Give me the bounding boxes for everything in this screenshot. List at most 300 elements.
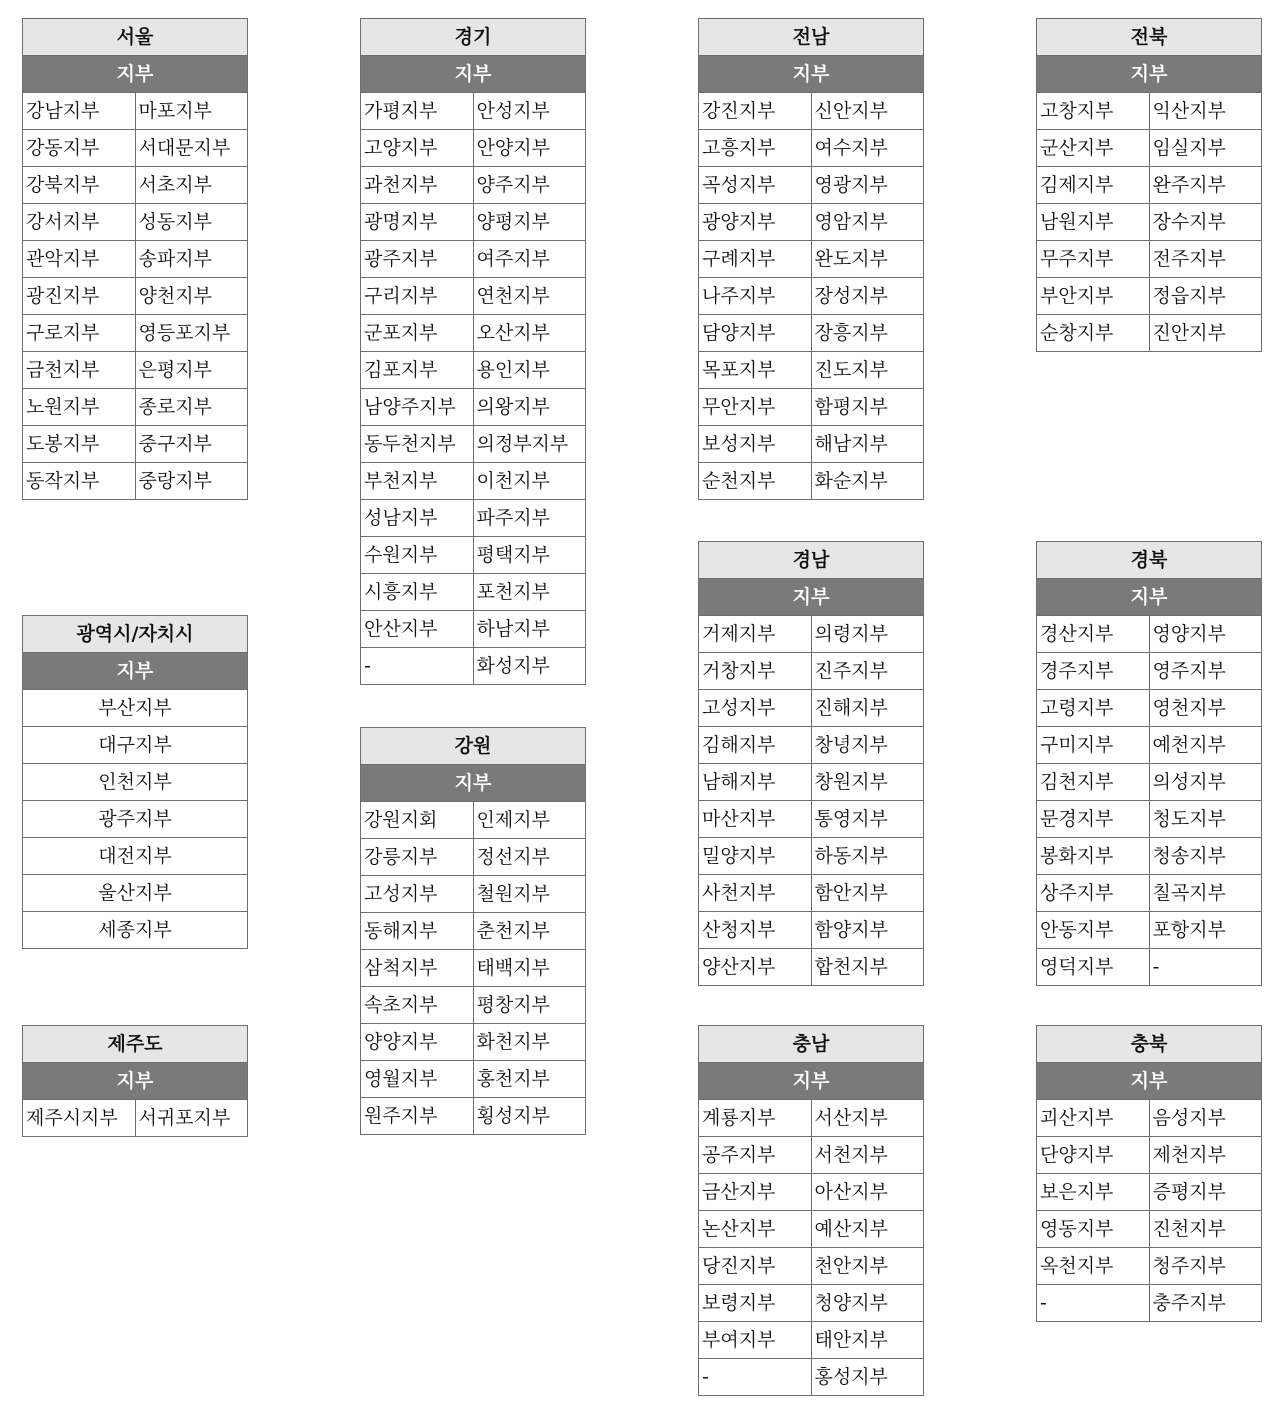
branch-subheader: 지부 bbox=[361, 56, 586, 93]
branch-cell: 고성지부 bbox=[361, 876, 474, 913]
table-row bbox=[23, 1100, 248, 1137]
branch-cell: 청주지부 bbox=[1149, 1248, 1262, 1285]
branch-cell: 도봉지부 bbox=[23, 426, 136, 463]
branch-cell: 군산지부 bbox=[1037, 130, 1150, 167]
table-row bbox=[23, 352, 248, 389]
table-row bbox=[361, 839, 586, 876]
table-row bbox=[23, 389, 248, 426]
branch-cell: 부산지부 bbox=[23, 690, 248, 727]
table-row bbox=[1037, 1174, 1262, 1211]
branch-cell: 당진지부 bbox=[699, 1248, 812, 1285]
branch-cell: 함안지부 bbox=[811, 875, 924, 912]
branch-cell: 강서지부 bbox=[23, 204, 136, 241]
branch-cell: 청송지부 bbox=[1149, 838, 1262, 875]
region-title: 경남 bbox=[699, 542, 924, 579]
table-row bbox=[699, 690, 924, 727]
region-table bbox=[698, 18, 924, 500]
region-table bbox=[698, 541, 924, 986]
branch-cell: 충주지부 bbox=[1149, 1285, 1262, 1322]
branch-cell: 포천지부 bbox=[473, 574, 586, 611]
branch-subheader: 지부 bbox=[699, 56, 924, 93]
branch-cell: 증평지부 bbox=[1149, 1174, 1262, 1211]
branch-subheader: 지부 bbox=[1037, 56, 1262, 93]
branch-cell: 임실지부 bbox=[1149, 130, 1262, 167]
branch-cell: 익산지부 bbox=[1149, 93, 1262, 130]
region-table-chungnam bbox=[698, 1025, 924, 1396]
branch-cell: 안성지부 bbox=[473, 93, 586, 130]
branch-cell: 종로지부 bbox=[135, 389, 248, 426]
branch-cell: 대전지부 bbox=[23, 838, 248, 875]
branch-cell: 울산지부 bbox=[23, 875, 248, 912]
branch-cell: 평창지부 bbox=[473, 987, 586, 1024]
table-row bbox=[699, 426, 924, 463]
table-row bbox=[1037, 949, 1262, 986]
branch-cell: 공주지부 bbox=[699, 1137, 812, 1174]
region-table-metro bbox=[22, 615, 248, 949]
branch-cell: 안동지부 bbox=[1037, 912, 1150, 949]
branch-cell: 은평지부 bbox=[135, 352, 248, 389]
branch-cell: 마산지부 bbox=[699, 801, 812, 838]
branch-cell: 강남지부 bbox=[23, 93, 136, 130]
branch-cell: 송파지부 bbox=[135, 241, 248, 278]
region-title: 충남 bbox=[699, 1026, 924, 1063]
branch-cell: 순창지부 bbox=[1037, 315, 1150, 352]
branch-subheader: 지부 bbox=[23, 653, 248, 690]
table-row bbox=[699, 315, 924, 352]
branch-cell: 보성지부 bbox=[699, 426, 812, 463]
table-row bbox=[1037, 838, 1262, 875]
branch-cell: 경산지부 bbox=[1037, 616, 1150, 653]
branch-cell: 삼척지부 bbox=[361, 950, 474, 987]
branch-cell: 단양지부 bbox=[1037, 1137, 1150, 1174]
table-row bbox=[699, 838, 924, 875]
branch-cell: 의령지부 bbox=[811, 616, 924, 653]
table-row bbox=[23, 315, 248, 352]
branch-cell: 고양지부 bbox=[361, 130, 474, 167]
table-row bbox=[699, 727, 924, 764]
table-row bbox=[361, 167, 586, 204]
table-row bbox=[699, 1174, 924, 1211]
branch-cell: 영등포지부 bbox=[135, 315, 248, 352]
branch-cell: 홍천지부 bbox=[473, 1061, 586, 1098]
table-row bbox=[361, 876, 586, 913]
region-table-chungbuk bbox=[1036, 1025, 1262, 1322]
region-table-gyeongbuk bbox=[1036, 541, 1262, 986]
branch-cell: 함평지부 bbox=[811, 389, 924, 426]
branch-cell: 양양지부 bbox=[361, 1024, 474, 1061]
branch-cell: 영광지부 bbox=[811, 167, 924, 204]
branch-cell: 강북지부 bbox=[23, 167, 136, 204]
branch-subheader: 지부 bbox=[361, 765, 586, 802]
branch-cell: 고흥지부 bbox=[699, 130, 812, 167]
branch-cell: 거제지부 bbox=[699, 616, 812, 653]
table-row bbox=[361, 352, 586, 389]
table-row bbox=[23, 838, 248, 875]
branch-cell: 김포지부 bbox=[361, 352, 474, 389]
table-row bbox=[1037, 315, 1262, 352]
branch-cell: 장수지부 bbox=[1149, 204, 1262, 241]
branch-cell: 화천지부 bbox=[473, 1024, 586, 1061]
branch-cell: 의왕지부 bbox=[473, 389, 586, 426]
table-row bbox=[23, 130, 248, 167]
branch-cell: 금천지부 bbox=[23, 352, 136, 389]
branch-cell: 하남지부 bbox=[473, 611, 586, 648]
branch-cell: 의정부지부 bbox=[473, 426, 586, 463]
table-row bbox=[23, 912, 248, 949]
table-row bbox=[699, 1100, 924, 1137]
region-title: 충북 bbox=[1037, 1026, 1262, 1063]
table-row bbox=[361, 500, 586, 537]
table-row bbox=[361, 130, 586, 167]
table-row bbox=[1037, 875, 1262, 912]
branch-cell: 산청지부 bbox=[699, 912, 812, 949]
table-row bbox=[699, 875, 924, 912]
branch-cell: 장성지부 bbox=[811, 278, 924, 315]
table-row bbox=[23, 463, 248, 500]
branch-cell: 영천지부 bbox=[1149, 690, 1262, 727]
region-table-gangwon bbox=[360, 727, 586, 1135]
branch-subheader: 지부 bbox=[23, 1063, 248, 1100]
branch-cell: 옥천지부 bbox=[1037, 1248, 1150, 1285]
table-row bbox=[23, 727, 248, 764]
branch-cell: 영덕지부 bbox=[1037, 949, 1150, 986]
branch-cell: - bbox=[361, 648, 474, 685]
branch-cell: 서대문지부 bbox=[135, 130, 248, 167]
branch-cell: 구례지부 bbox=[699, 241, 812, 278]
branch-cell: - bbox=[1149, 949, 1262, 986]
branch-cell: 화순지부 bbox=[811, 463, 924, 500]
branch-cell: 통영지부 bbox=[811, 801, 924, 838]
table-row bbox=[1037, 130, 1262, 167]
table-row bbox=[1037, 912, 1262, 949]
branch-cell: 경주지부 bbox=[1037, 653, 1150, 690]
region-table bbox=[1036, 541, 1262, 986]
table-row bbox=[361, 1098, 586, 1135]
table-row bbox=[699, 463, 924, 500]
branch-cell: 철원지부 bbox=[473, 876, 586, 913]
branch-cell: 안양지부 bbox=[473, 130, 586, 167]
branch-cell: 성동지부 bbox=[135, 204, 248, 241]
branch-cell: 시흥지부 bbox=[361, 574, 474, 611]
table-row bbox=[361, 241, 586, 278]
branch-cell: 대구지부 bbox=[23, 727, 248, 764]
branch-cell: 양주지부 bbox=[473, 167, 586, 204]
branch-cell: 하동지부 bbox=[811, 838, 924, 875]
branch-cell: 원주지부 bbox=[361, 1098, 474, 1135]
table-row bbox=[23, 801, 248, 838]
region-table-gyeongnam bbox=[698, 541, 924, 986]
branch-cell: 서산지부 bbox=[811, 1100, 924, 1137]
branch-cell: 포항지부 bbox=[1149, 912, 1262, 949]
table-row bbox=[1037, 616, 1262, 653]
branch-cell: 구로지부 bbox=[23, 315, 136, 352]
branch-cell: 장흥지부 bbox=[811, 315, 924, 352]
table-row bbox=[1037, 1211, 1262, 1248]
branch-cell: 상주지부 bbox=[1037, 875, 1150, 912]
table-row bbox=[361, 648, 586, 685]
branch-cell: 세종지부 bbox=[23, 912, 248, 949]
branch-cell: 진천지부 bbox=[1149, 1211, 1262, 1248]
branch-cell: 남원지부 bbox=[1037, 204, 1150, 241]
branch-cell: 광진지부 bbox=[23, 278, 136, 315]
branch-cell: 창원지부 bbox=[811, 764, 924, 801]
branch-subheader: 지부 bbox=[699, 579, 924, 616]
branch-cell: 창녕지부 bbox=[811, 727, 924, 764]
table-row bbox=[1037, 1100, 1262, 1137]
table-row bbox=[699, 1285, 924, 1322]
branch-cell: 광주지부 bbox=[361, 241, 474, 278]
branch-cell: 태안지부 bbox=[811, 1322, 924, 1359]
region-table bbox=[698, 1025, 924, 1396]
branch-cell: 거창지부 bbox=[699, 653, 812, 690]
branch-cell: 나주지부 bbox=[699, 278, 812, 315]
branch-cell: 인제지부 bbox=[473, 802, 586, 839]
branch-cell: 오산지부 bbox=[473, 315, 586, 352]
branch-cell: 관악지부 bbox=[23, 241, 136, 278]
branch-cell: 고창지부 bbox=[1037, 93, 1150, 130]
branch-cell: 완도지부 bbox=[811, 241, 924, 278]
table-row bbox=[361, 1061, 586, 1098]
table-row bbox=[699, 912, 924, 949]
branch-cell: 중구지부 bbox=[135, 426, 248, 463]
branch-cell: 파주지부 bbox=[473, 500, 586, 537]
branch-cell: 봉화지부 bbox=[1037, 838, 1150, 875]
table-row bbox=[699, 1211, 924, 1248]
table-row bbox=[1037, 278, 1262, 315]
branch-cell: 제천지부 bbox=[1149, 1137, 1262, 1174]
table-row bbox=[361, 611, 586, 648]
branch-cell: 해남지부 bbox=[811, 426, 924, 463]
table-row bbox=[699, 1248, 924, 1285]
region-title: 광역시/자치시 bbox=[23, 616, 248, 653]
table-row bbox=[699, 130, 924, 167]
branch-cell: 구리지부 bbox=[361, 278, 474, 315]
branch-cell: 평택지부 bbox=[473, 537, 586, 574]
branch-cell: 영동지부 bbox=[1037, 1211, 1150, 1248]
branch-cell: 영월지부 bbox=[361, 1061, 474, 1098]
region-table bbox=[1036, 18, 1262, 352]
branch-cell: 수원지부 bbox=[361, 537, 474, 574]
branch-cell: 동해지부 bbox=[361, 913, 474, 950]
branch-cell: 강릉지부 bbox=[361, 839, 474, 876]
branch-cell: 영암지부 bbox=[811, 204, 924, 241]
branch-cell: 남해지부 bbox=[699, 764, 812, 801]
branch-cell: 문경지부 bbox=[1037, 801, 1150, 838]
region-title: 강원 bbox=[361, 728, 586, 765]
table-row bbox=[699, 949, 924, 986]
branch-cell: 천안지부 bbox=[811, 1248, 924, 1285]
branch-cell: 곡성지부 bbox=[699, 167, 812, 204]
branch-cell: 강진지부 bbox=[699, 93, 812, 130]
region-table bbox=[22, 615, 248, 949]
branch-cell: 양천지부 bbox=[135, 278, 248, 315]
branch-cell: 보령지부 bbox=[699, 1285, 812, 1322]
branch-cell: 광양지부 bbox=[699, 204, 812, 241]
branch-subheader: 지부 bbox=[699, 1063, 924, 1100]
table-row bbox=[23, 426, 248, 463]
branch-subheader: 지부 bbox=[1037, 579, 1262, 616]
region-title: 서울 bbox=[23, 19, 248, 56]
table-row bbox=[1037, 801, 1262, 838]
branch-cell: 영양지부 bbox=[1149, 616, 1262, 653]
branch-cell: 순천지부 bbox=[699, 463, 812, 500]
branch-cell: 가평지부 bbox=[361, 93, 474, 130]
branch-cell: 음성지부 bbox=[1149, 1100, 1262, 1137]
branch-cell: 여주지부 bbox=[473, 241, 586, 278]
table-row bbox=[361, 574, 586, 611]
table-row bbox=[23, 764, 248, 801]
branch-cell: 춘천지부 bbox=[473, 913, 586, 950]
branch-cell: 합천지부 bbox=[811, 949, 924, 986]
region-table bbox=[360, 727, 586, 1135]
table-row bbox=[23, 167, 248, 204]
table-row bbox=[699, 653, 924, 690]
branch-cell: 무안지부 bbox=[699, 389, 812, 426]
region-title: 전북 bbox=[1037, 19, 1262, 56]
branch-cell: 강원지회 bbox=[361, 802, 474, 839]
branch-cell: 부여지부 bbox=[699, 1322, 812, 1359]
table-row bbox=[1037, 241, 1262, 278]
region-table bbox=[1036, 1025, 1262, 1322]
table-row bbox=[699, 167, 924, 204]
branch-cell: 진안지부 bbox=[1149, 315, 1262, 352]
branch-cell: 고령지부 bbox=[1037, 690, 1150, 727]
table-row bbox=[1037, 1248, 1262, 1285]
table-row bbox=[361, 204, 586, 241]
table-row bbox=[1037, 690, 1262, 727]
region-table-seoul bbox=[22, 18, 248, 500]
branch-subheader: 지부 bbox=[23, 56, 248, 93]
branch-cell: - bbox=[1037, 1285, 1150, 1322]
table-row bbox=[699, 801, 924, 838]
region-table-jeju bbox=[22, 1025, 248, 1137]
table-row bbox=[699, 616, 924, 653]
branch-cell: 금산지부 bbox=[699, 1174, 812, 1211]
table-row bbox=[1037, 93, 1262, 130]
branch-cell: 정읍지부 bbox=[1149, 278, 1262, 315]
branch-cell: 남양주지부 bbox=[361, 389, 474, 426]
branch-cell: 괴산지부 bbox=[1037, 1100, 1150, 1137]
table-row bbox=[361, 913, 586, 950]
branch-cell: 동작지부 bbox=[23, 463, 136, 500]
branch-cell: 양산지부 bbox=[699, 949, 812, 986]
table-row bbox=[361, 537, 586, 574]
branch-cell: 연천지부 bbox=[473, 278, 586, 315]
branch-cell: 광명지부 bbox=[361, 204, 474, 241]
branch-cell: 용인지부 bbox=[473, 352, 586, 389]
region-table bbox=[22, 1025, 248, 1137]
branch-cell: 진도지부 bbox=[811, 352, 924, 389]
table-row bbox=[699, 278, 924, 315]
branch-cell: 구미지부 bbox=[1037, 727, 1150, 764]
branch-cell: 김천지부 bbox=[1037, 764, 1150, 801]
branch-cell: 강동지부 bbox=[23, 130, 136, 167]
branch-cell: 전주지부 bbox=[1149, 241, 1262, 278]
branch-cell: 청양지부 bbox=[811, 1285, 924, 1322]
branch-cell: 논산지부 bbox=[699, 1211, 812, 1248]
table-row bbox=[1037, 727, 1262, 764]
branch-cell: 김제지부 bbox=[1037, 167, 1150, 204]
table-row bbox=[361, 987, 586, 1024]
branch-cell: 사천지부 bbox=[699, 875, 812, 912]
branch-cell: 홍성지부 bbox=[811, 1359, 924, 1396]
table-row bbox=[699, 1137, 924, 1174]
table-row bbox=[699, 764, 924, 801]
branch-cell: 보은지부 bbox=[1037, 1174, 1150, 1211]
branch-cell: 무주지부 bbox=[1037, 241, 1150, 278]
branch-cell: 양평지부 bbox=[473, 204, 586, 241]
branch-cell: 이천지부 bbox=[473, 463, 586, 500]
table-row bbox=[1037, 1137, 1262, 1174]
branch-cell: 안산지부 bbox=[361, 611, 474, 648]
table-row bbox=[361, 278, 586, 315]
branch-cell: - bbox=[699, 1359, 812, 1396]
branch-cell: 아산지부 bbox=[811, 1174, 924, 1211]
branch-cell: 노원지부 bbox=[23, 389, 136, 426]
table-row bbox=[23, 204, 248, 241]
table-row bbox=[361, 463, 586, 500]
region-title: 경기 bbox=[361, 19, 586, 56]
table-row bbox=[23, 93, 248, 130]
branch-cell: 칠곡지부 bbox=[1149, 875, 1262, 912]
branch-cell: 부안지부 bbox=[1037, 278, 1150, 315]
region-table bbox=[360, 18, 586, 685]
table-row bbox=[361, 950, 586, 987]
branch-cell: 김해지부 bbox=[699, 727, 812, 764]
branch-cell: 서초지부 bbox=[135, 167, 248, 204]
table-row bbox=[1037, 1285, 1262, 1322]
branch-cell: 제주시지부 bbox=[23, 1100, 136, 1137]
region-table-jeonbuk bbox=[1036, 18, 1262, 352]
table-row bbox=[361, 93, 586, 130]
table-row bbox=[361, 802, 586, 839]
branch-cell: 여수지부 bbox=[811, 130, 924, 167]
region-title: 경북 bbox=[1037, 542, 1262, 579]
branch-cell: 군포지부 bbox=[361, 315, 474, 352]
table-row bbox=[361, 389, 586, 426]
branch-cell: 정선지부 bbox=[473, 839, 586, 876]
table-row bbox=[699, 204, 924, 241]
region-title: 전남 bbox=[699, 19, 924, 56]
branch-cell: 성남지부 bbox=[361, 500, 474, 537]
table-row bbox=[699, 352, 924, 389]
branch-cell: 중랑지부 bbox=[135, 463, 248, 500]
region-table-jeonnam bbox=[698, 18, 924, 500]
table-row bbox=[361, 315, 586, 352]
table-row bbox=[23, 875, 248, 912]
branch-cell: 청도지부 bbox=[1149, 801, 1262, 838]
table-row bbox=[1037, 653, 1262, 690]
branch-cell: 태백지부 bbox=[473, 950, 586, 987]
table-row bbox=[361, 426, 586, 463]
branch-cell: 마포지부 bbox=[135, 93, 248, 130]
table-row bbox=[23, 278, 248, 315]
table-row bbox=[1037, 167, 1262, 204]
branch-cell: 영주지부 bbox=[1149, 653, 1262, 690]
table-row bbox=[699, 1359, 924, 1396]
branch-cell: 횡성지부 bbox=[473, 1098, 586, 1135]
region-table-gyeonggi bbox=[360, 18, 586, 685]
table-row bbox=[1037, 204, 1262, 241]
table-row bbox=[699, 389, 924, 426]
branch-cell: 담양지부 bbox=[699, 315, 812, 352]
branch-cell: 과천지부 bbox=[361, 167, 474, 204]
branch-cell: 계룡지부 bbox=[699, 1100, 812, 1137]
table-row bbox=[361, 1024, 586, 1061]
branch-cell: 신안지부 bbox=[811, 93, 924, 130]
branch-cell: 밀양지부 bbox=[699, 838, 812, 875]
branch-subheader: 지부 bbox=[1037, 1063, 1262, 1100]
